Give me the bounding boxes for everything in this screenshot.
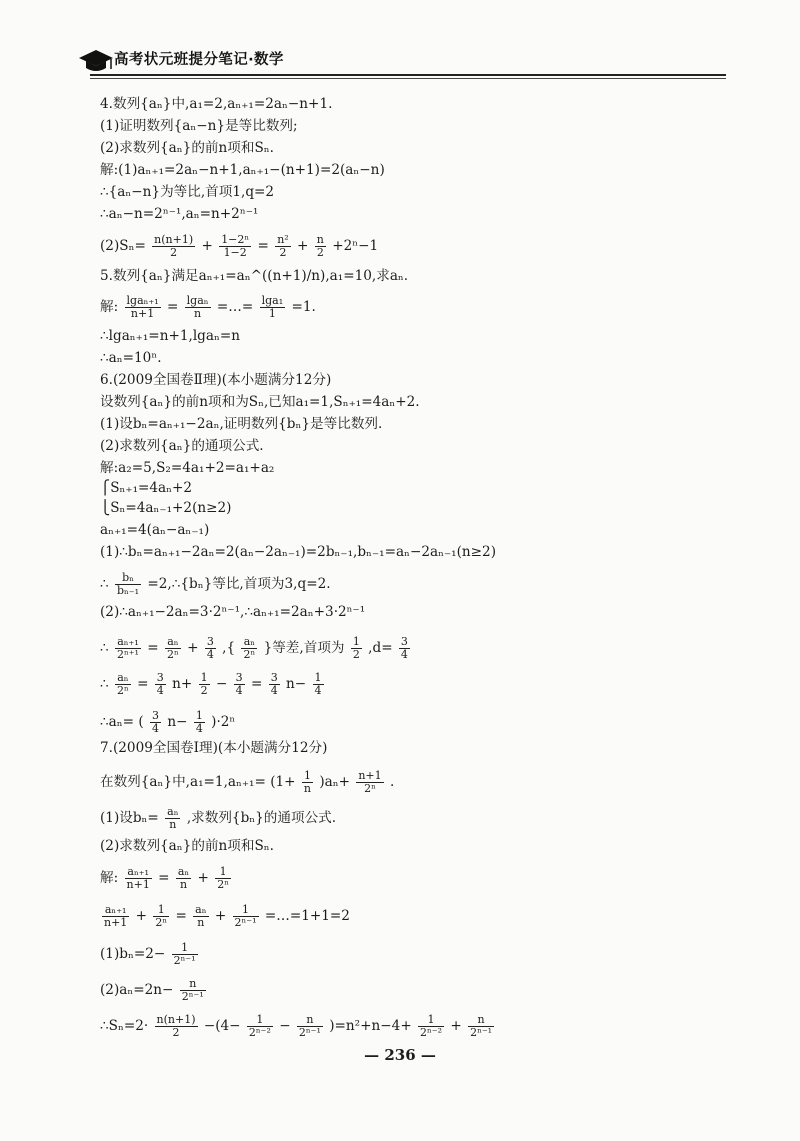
solution-line: $\frac{\text{aₙ₊₁}}{n+1}$ + $\frac{1}{\text{2ⁿ}}$ = $\frac{\text{aₙ}}{n}$ + $\frac{1}{\text{2ⁿ⁻¹}}$ =…=1+1=2 <box>104 903 350 929</box>
fraction: $\frac{\text{aₙ₊₁}}{\text{2ⁿ⁺¹}}$ <box>116 635 139 661</box>
fraction: $\frac{3}{4}$ <box>400 635 408 661</box>
fraction: $\frac{1}{\text{2ⁿ⁻²}}$ <box>248 1013 271 1039</box>
fraction: $\frac{1}{\text{2ⁿ⁻¹}}$ <box>173 941 196 967</box>
fraction: $\frac{1}{2}$ <box>352 635 360 661</box>
solution-line: ∴aₙ=10ⁿ. <box>100 350 162 366</box>
problem-4-stem: 4.数列{aₙ}中,a₁=2,aₙ₊₁=2aₙ−n+1. <box>100 96 333 112</box>
header-title: 高考状元班提分笔记·数学 <box>114 52 284 68</box>
fraction: $\frac{n(n+1)}{2}$ <box>154 233 194 259</box>
fraction: $\frac{n}{\text{2ⁿ⁻¹}}$ <box>470 1013 493 1039</box>
solution-line: ∴ $\frac{\text{aₙ}}{\text{2ⁿ}}$ = $\frac{3}{4}$ n+ $\frac{1}{2}$ − $\frac{3}{4}$ = $\frac{3}{4}$ n− $\frac{1}{4}$ <box>100 671 322 697</box>
graduation-cap-icon <box>78 48 114 74</box>
solution-line: 解:a₂=5,S₂=4a₁+2=a₁+a₂ <box>100 460 275 476</box>
solution-line: ∴ $\frac{\text{bₙ}}{\text{bₙ₋₁}}$ =2,∴{bₙ}等比,首项为3,q=2. <box>100 571 331 597</box>
fraction: $\frac{\text{aₙ}}{\text{2ⁿ}}$ <box>116 671 129 697</box>
solution-line: (1)∴bₙ=aₙ₊₁−2aₙ=2(aₙ−2aₙ₋₁)=2bₙ₋₁,bₙ₋₁=aₙ−2aₙ₋₁(n≥2) <box>100 544 496 560</box>
solution-line: aₙ₊₁=4(aₙ−aₙ₋₁) <box>100 522 210 538</box>
solution-line: ∴lgaₙ₊₁=n+1,lgaₙ=n <box>100 328 240 344</box>
fraction: $\frac{n}{2}$ <box>316 233 324 259</box>
fraction: $\frac{n(n+1)}{2}$ <box>156 1013 196 1039</box>
problem-4-part-2: (2)求数列{aₙ}的前n项和Sₙ. <box>100 140 274 156</box>
solution-line: ⎩Sₙ=4aₙ₋₁+2(n≥2) <box>100 500 232 516</box>
fraction: $\frac{1}{2}$ <box>200 671 208 697</box>
fraction: $\frac{\text{1−2ⁿ}}{1-2}$ <box>221 233 250 259</box>
fraction: $\frac{1}{n}$ <box>303 769 311 795</box>
problem-6-part-2: (2)求数列{aₙ}的通项公式. <box>100 438 264 454</box>
fraction: $\frac{\text{bₙ}}{\text{bₙ₋₁}}$ <box>116 571 140 597</box>
problem-5-stem: 5.数列{aₙ}满足aₙ₊₁=aₙ^((n+1)/n),a₁=10,求aₙ. <box>100 268 409 284</box>
solution-line: (1)bₙ=2− $\frac{1}{\text{2ⁿ⁻¹}}$ <box>100 941 196 967</box>
fraction: $\frac{\text{lga₁}}{1}$ <box>261 294 284 320</box>
problem-7-part-2: (2)求数列{aₙ}的前n项和Sₙ. <box>100 838 274 854</box>
fraction: $\frac{1}{\text{2ⁿ⁻¹}}$ <box>234 903 257 929</box>
problem-6-stem: 设数列{aₙ}的前n项和为Sₙ,已知a₁=1,Sₙ₊₁=4aₙ+2. <box>100 394 420 410</box>
fraction: $\frac{\text{lgaₙ}}{n}$ <box>186 294 209 320</box>
fraction: $\frac{\text{n²}}{2}$ <box>277 233 289 259</box>
fraction: $\frac{\text{aₙ}}{\text{2ⁿ}}$ <box>167 635 179 661</box>
solution-line: (2)∴aₙ₊₁−2aₙ=3·2ⁿ⁻¹,∴aₙ₊₁=2aₙ+3·2ⁿ⁻¹ <box>100 604 366 620</box>
problem-7-heading: 7.(2009全国卷Ⅰ理)(本小题满分12分) <box>100 740 328 756</box>
fraction: $\frac{3}{4}$ <box>156 671 164 697</box>
fraction: $\frac{\text{aₙ}}{n}$ <box>177 865 190 891</box>
problem-6-heading: 6.(2009全国卷Ⅱ理)(本小题满分12分) <box>100 372 332 388</box>
fraction: $\frac{\text{aₙ₊₁}}{n+1}$ <box>104 903 128 929</box>
solution-line: ⎧Sₙ₊₁=4aₙ+2 <box>100 480 193 496</box>
fraction: $\frac{1}{\text{2ⁿ⁻²}}$ <box>420 1013 443 1039</box>
header-rule-thin <box>90 78 726 79</box>
header-rule <box>90 74 726 76</box>
fraction: $\frac{n+1}{\text{2ⁿ}}$ <box>358 769 382 795</box>
fraction: $\frac{1}{4}$ <box>314 671 322 697</box>
fraction: $\frac{1}{\text{2ⁿ}}$ <box>217 865 230 891</box>
fraction: $\frac{\text{aₙ}}{n}$ <box>167 805 179 831</box>
problem-7-part-1: (1)设bₙ= $\frac{\text{aₙ}}{n}$ ,求数列{bₙ}的通项公式. <box>100 805 337 831</box>
fraction: $\frac{n}{\text{2ⁿ⁻¹}}$ <box>181 977 204 1003</box>
fraction: $\frac{\text{lgaₙ₊₁}}{n+1}$ <box>126 294 159 320</box>
fraction: $\frac{3}{4}$ <box>152 709 159 735</box>
problem-6-part-1: (1)设bₙ=aₙ₊₁−2aₙ,证明数列{bₙ}是等比数列. <box>100 416 383 432</box>
fraction: $\frac{1}{4}$ <box>195 709 203 735</box>
fraction: $\frac{1}{\text{2ⁿ}}$ <box>155 903 168 929</box>
solution-line: (2)aₙ=2n− $\frac{n}{\text{2ⁿ⁻¹}}$ <box>100 977 204 1003</box>
solution-line: ∴{aₙ−n}为等比,首项1,q=2 <box>100 184 275 200</box>
fraction: $\frac{3}{4}$ <box>270 671 278 697</box>
solution-line: ∴aₙ−n=2ⁿ⁻¹,aₙ=n+2ⁿ⁻¹ <box>100 206 259 222</box>
page-header <box>78 44 728 78</box>
solution-line: 解:(1)aₙ₊₁=2aₙ−n+1,aₙ₊₁−(n+1)=2(aₙ−n) <box>100 162 385 178</box>
fraction: $\frac{3}{4}$ <box>206 635 214 661</box>
solution-line: (2)Sₙ= $\frac{n(n+1)}{2}$ + $\frac{\text{1−2ⁿ}}{1-2}$ = $\frac{\text{n²}}{2}$ + $\frac{n}{2}$ +2ⁿ−1 <box>100 233 379 259</box>
solution-line: ∴aₙ= ( $\frac{3}{4}$ n− $\frac{1}{4}$ )·2ⁿ <box>100 709 236 735</box>
solution-line: 解: $\frac{\text{aₙ₊₁}}{n+1}$ = $\frac{\text{aₙ}}{n}$ + $\frac{1}{\text{2ⁿ}}$ <box>100 865 230 891</box>
fraction: $\frac{\text{aₙ₊₁}}{n+1}$ <box>126 865 150 891</box>
problem-4-part-1: (1)证明数列{aₙ−n}是等比数列; <box>100 118 298 134</box>
solution-line: ∴Sₙ=2· $\frac{n(n+1)}{2}$ −(4− $\frac{1}{\text{2ⁿ⁻²}}$ − $\frac{n}{\text{2ⁿ⁻¹}}$ )=n²+n−4+ $\frac{1}{\text{2ⁿ⁻²}}$ + $\frac{n}{\text{2ⁿ⁻¹}}$ <box>100 1013 493 1039</box>
solution-line: 解: $\frac{\text{lgaₙ₊₁}}{n+1}$ = $\frac{\text{lgaₙ}}{n}$ =…= $\frac{\text{lga₁}}{1}$ =1. <box>100 294 316 320</box>
page-number: — 236 — <box>364 1046 436 1064</box>
fraction: $\frac{\text{aₙ}}{\text{2ⁿ}}$ <box>243 635 256 661</box>
fraction: $\frac{n}{\text{2ⁿ⁻¹}}$ <box>298 1013 321 1039</box>
solution-line: ∴ $\frac{\text{aₙ₊₁}}{\text{2ⁿ⁺¹}}$ = $\frac{\text{aₙ}}{\text{2ⁿ}}$ + $\frac{3}{4}$ ,{ $\frac{\text{aₙ}}{\text{2ⁿ}}$ }等差,首项为 $\frac{1}{2}$ ,d= $\frac{3}{4}$ <box>100 635 408 661</box>
fraction: $\frac{3}{4}$ <box>235 671 243 697</box>
problem-7-stem: 在数列{aₙ}中,a₁=1,aₙ₊₁= (1+ $\frac{1}{n}$ )aₙ+ $\frac{n+1}{\text{2ⁿ}}$ . <box>100 769 395 795</box>
fraction: $\frac{\text{aₙ}}{n}$ <box>195 903 207 929</box>
